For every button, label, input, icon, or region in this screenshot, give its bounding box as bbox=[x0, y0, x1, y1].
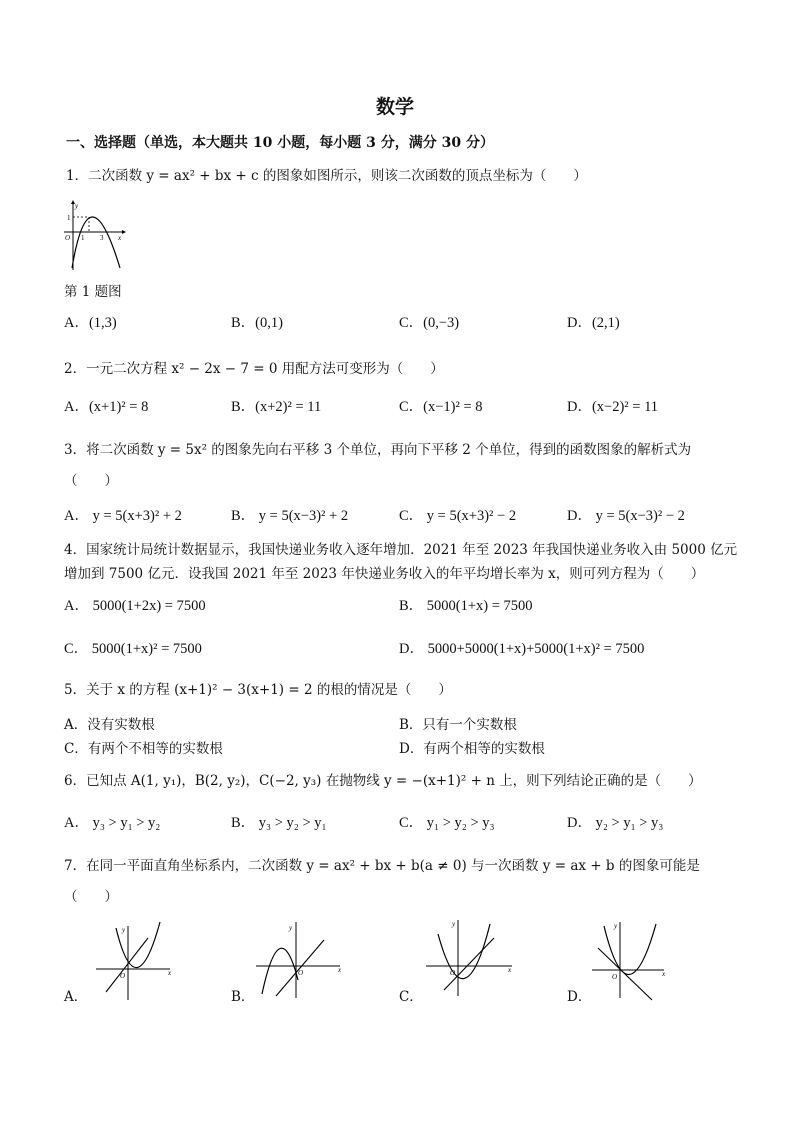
page-title: 数学 bbox=[376, 96, 415, 118]
q4-option-b: B． 5000(1+x) = 7500 bbox=[399, 598, 533, 614]
q1-fig-tick3: 3 bbox=[100, 234, 104, 242]
q4-option-c: C． 5000(1+x)² = 7500 bbox=[64, 641, 202, 657]
q1-option-b: B．(0,1) bbox=[231, 315, 283, 331]
q1-figure bbox=[64, 200, 124, 270]
q4-stem-line2: 增加到 7500 亿元．设我国 2021 年至 2023 年快递业务收入的年平均增长率为 x，则可列方程为（ ） bbox=[64, 566, 705, 582]
q5-option-a: A．没有实数根 bbox=[64, 717, 155, 733]
q5-option-c: C．有两个不相等的实数根 bbox=[64, 741, 223, 757]
q7-stem: 7．在同一平面直角坐标系内，二次函数 y = ax² + bx + b(a ≠ 0) 与一次函数 y = ax + b 的图象可能是 bbox=[64, 858, 700, 874]
q2-option-c: C．(x−1)² = 8 bbox=[399, 399, 483, 415]
q3-option-b: B． y = 5(x−3)² + 2 bbox=[231, 508, 349, 524]
q2-option-a: A．(x+1)² = 8 bbox=[64, 399, 149, 415]
q7-option-d: D． bbox=[567, 989, 592, 1005]
q7a-y: y bbox=[122, 926, 126, 934]
q2-option-d: D．(x−2)² = 11 bbox=[567, 399, 659, 415]
q3-stem: 3．将二次函数 y = 5x² 的图象先向右平移 3 个单位，再向下平移 2 个单位，得到的函数图象的解析式为 bbox=[64, 442, 692, 458]
q7-graph-a bbox=[96, 922, 176, 1002]
q5-stem: 5．关于 x 的方程 (x+1)² − 3(x+1) = 2 的根的情况是（ ） bbox=[64, 682, 452, 698]
q7d-x: x bbox=[662, 970, 666, 978]
q1-stem: 1．二次函数 y = ax² + bx + c 的图象如图所示，则该二次函数的顶点坐标为（ ） bbox=[66, 168, 587, 184]
q1-fig-x: x bbox=[118, 234, 122, 242]
q1-fig-one: 1 bbox=[67, 214, 71, 222]
q1-fig-o: O bbox=[65, 234, 71, 242]
q7-graph-b bbox=[254, 920, 344, 1000]
q3-option-d: D． y = 5(x−3)² − 2 bbox=[567, 508, 685, 524]
q7b-y: y bbox=[289, 924, 293, 932]
q5-option-b: B．只有一个实数根 bbox=[399, 717, 517, 733]
q7c-y: y bbox=[452, 920, 456, 928]
q4-option-d: D． 5000+5000(1+x)+5000(1+x)² = 7500 bbox=[399, 641, 645, 657]
q4-option-a: A． 5000(1+2x) = 7500 bbox=[64, 598, 206, 614]
q7b-o: O bbox=[298, 969, 304, 977]
q1-option-a: A．(1,3) bbox=[64, 315, 117, 331]
q7-option-c: C． bbox=[399, 989, 423, 1005]
q4-stem-line1: 4．国家统计局统计数据显示，我国快递业务收入逐年增加．2021 年至 2023 年我国快递业务收入由 5000 亿元 bbox=[64, 542, 738, 558]
q3-option-c: C． y = 5(x+3)² − 2 bbox=[399, 508, 517, 524]
q3-paren: （ ） bbox=[64, 473, 118, 489]
q1-option-d: D．(2,1) bbox=[567, 315, 620, 331]
q7-graph-c bbox=[424, 918, 514, 998]
q1-fig-tick1: 1 bbox=[81, 234, 85, 242]
q5-option-d: D．有两个相等的实数根 bbox=[399, 741, 545, 757]
q7a-x: x bbox=[168, 969, 172, 977]
q1-figure-caption: 第 1 题图 bbox=[64, 284, 122, 300]
q6-option-d: D． y₂ > y₁ > y₃ bbox=[567, 815, 664, 831]
q2-option-b: B．(x+2)² = 11 bbox=[231, 399, 322, 415]
q2-stem: 2．一元二次方程 x² − 2x − 7 = 0 用配方法可变形为（ ） bbox=[64, 361, 444, 377]
q7d-y: y bbox=[614, 922, 618, 930]
q7b-x: x bbox=[338, 966, 342, 974]
q6-option-b: B． y₃ > y₂ > y₁ bbox=[231, 815, 327, 831]
q7-graph-d bbox=[590, 920, 680, 1000]
q7a-o: O bbox=[120, 972, 126, 980]
q6-stem: 6．已知点 A(1, y₁)，B(2, y₂)，C(−2, y₃) 在抛物线 y = −(x+1)² + n 上，则下列结论正确的是（ ） bbox=[64, 773, 702, 789]
q3-option-a: A． y = 5(x+3)² + 2 bbox=[64, 508, 182, 524]
q7c-x: x bbox=[508, 966, 512, 974]
q1-option-c: C．(0,−3) bbox=[399, 315, 460, 331]
q1-fig-y: y bbox=[75, 202, 79, 210]
q7c-o: O bbox=[450, 969, 456, 977]
q7d-o: O bbox=[612, 973, 618, 981]
q7-option-a: A． bbox=[64, 989, 88, 1005]
q7-paren: （ ） bbox=[64, 889, 118, 905]
q6-option-a: A． y₃ > y₁ > y₂ bbox=[64, 815, 161, 831]
section-heading: 一、选择题（单选，本大题共 10 小题，每小题 3 分，满分 30 分） bbox=[66, 135, 494, 151]
q6-option-c: C． y₁ > y₂ > y₃ bbox=[399, 815, 495, 831]
q7-option-b: B． bbox=[231, 989, 255, 1005]
